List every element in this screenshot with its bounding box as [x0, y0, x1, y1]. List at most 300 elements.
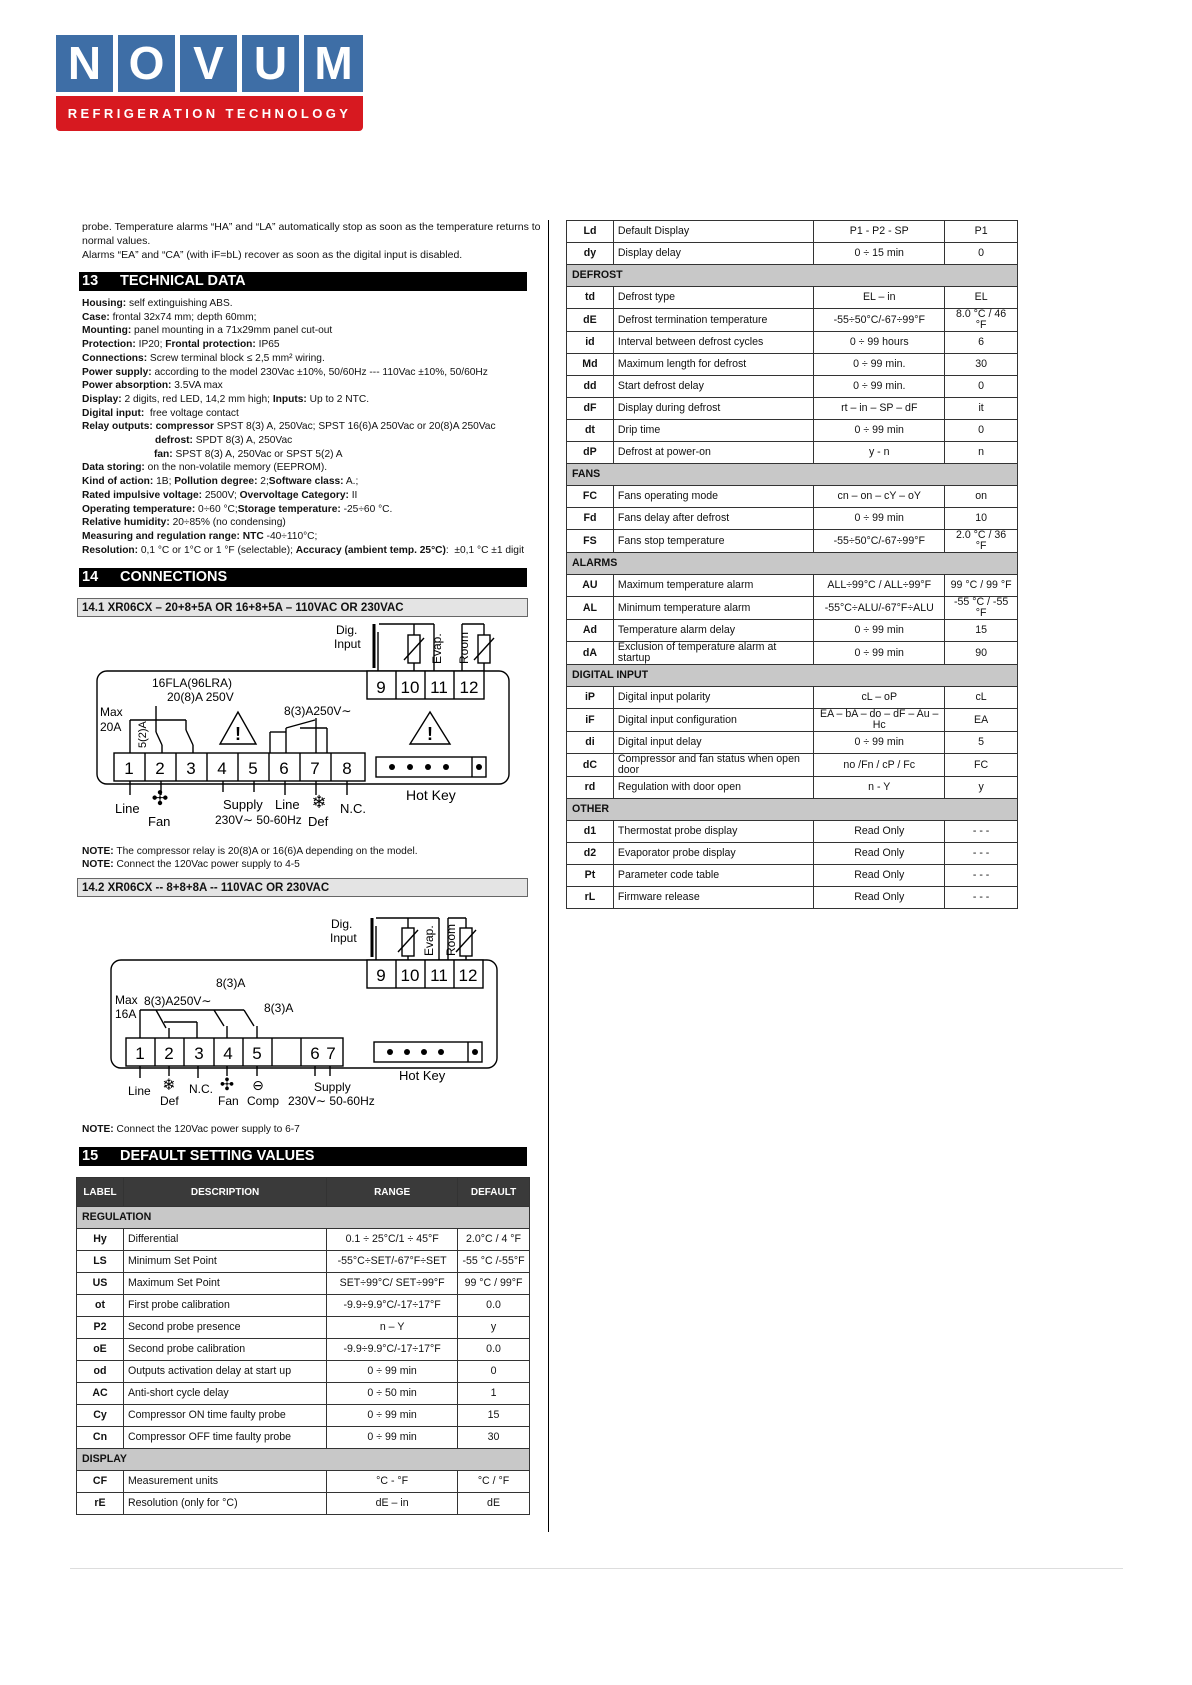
param-range: EL – in: [814, 287, 945, 309]
param-label: dE: [567, 309, 614, 332]
fan-icon: ✣: [151, 788, 169, 810]
param-label: rL: [567, 887, 614, 909]
spec-value: -40÷110°C;: [263, 530, 318, 542]
param-range: -55°C÷ALU/-67°F÷ALU: [814, 597, 945, 620]
terminal-number: 5: [252, 1044, 262, 1063]
param-default: -55 °C / -55 °F: [945, 597, 1018, 620]
param-range: 0 ÷ 99 min: [814, 508, 945, 530]
max-current: Max: [100, 705, 123, 719]
group-title: FANS: [567, 464, 1018, 486]
param-range: cn – on – cY – oY: [814, 486, 945, 508]
terminal-number: 9: [376, 966, 386, 985]
terminal-number: 5: [248, 759, 258, 778]
param-description: Compressor OFF time faulty probe: [123, 1427, 326, 1449]
table-row: [77, 1493, 530, 1515]
table-row: [567, 754, 1018, 777]
tech-spec-line: [82, 338, 280, 351]
table-group-row: [567, 665, 1018, 687]
tech-spec-line: [82, 297, 233, 310]
spec-key: Relative humidity:: [82, 517, 170, 529]
param-default: - - -: [945, 865, 1018, 887]
param-range: 0 ÷ 50 min: [327, 1383, 458, 1405]
spec-key: Connections:: [82, 352, 148, 364]
param-description: Measurement units: [123, 1471, 326, 1493]
table-row: [567, 887, 1018, 909]
label-hot-key: Hot Key: [406, 787, 456, 803]
terminal-number: 6: [310, 1044, 320, 1063]
terminal-number: 10: [400, 678, 420, 697]
param-label: dF: [567, 398, 614, 420]
spec-key: Housing:: [82, 298, 127, 309]
spec-key: Pollution degree:: [174, 476, 258, 488]
spec-value: 0÷60 °C;: [195, 503, 238, 515]
param-range: 0 ÷ 99 min.: [814, 376, 945, 398]
spec-key: Mounting:: [82, 325, 132, 337]
compressor-icon: ⊖: [252, 1077, 264, 1093]
param-range: 0.1 ÷ 25°C/1 ÷ 45°F: [327, 1229, 458, 1251]
label-nc: N.C.: [189, 1082, 213, 1096]
param-default: EA: [945, 709, 1018, 732]
label-line: Line: [115, 801, 140, 816]
param-label: Md: [567, 354, 614, 376]
tech-spec-line: [82, 366, 488, 379]
table-group-row: [567, 799, 1018, 821]
table-row: [77, 1471, 530, 1493]
spec-key: Digital input:: [82, 407, 145, 419]
param-description: Second probe presence: [123, 1317, 326, 1339]
section-number: 14: [82, 569, 99, 585]
tech-spec-line: [82, 461, 327, 474]
label-fan: Fan: [148, 814, 171, 829]
param-label: CF: [77, 1471, 124, 1493]
terminal-number: 12: [459, 678, 479, 697]
spec-value: 2;: [257, 476, 269, 488]
note-text: Connect the 120Vac power supply to 6-7: [113, 1124, 300, 1135]
spec-value: according to the model 230Vac ±10%, 50/60Hz --- 110Vac ±10%, 50/60Hz: [151, 366, 488, 378]
spec-value: free voltage contact: [144, 407, 239, 419]
param-label: US: [77, 1273, 124, 1295]
table-row: [567, 332, 1018, 354]
dig-input-label: Input: [330, 931, 357, 945]
table-row: [77, 1273, 530, 1295]
tech-spec-line: [82, 324, 332, 337]
label-supply-spec: 230V∼ 50-60Hz: [288, 1094, 375, 1108]
relay-rating: 20(8)A 250V: [167, 690, 234, 704]
spec-key: Display:: [82, 393, 122, 405]
table-group-row: [567, 265, 1018, 287]
spec-key: Software class:: [268, 476, 344, 488]
param-description: Fans stop temperature: [613, 530, 813, 553]
label-hot-key: Hot Key: [399, 1068, 446, 1083]
param-label: Pt: [567, 865, 614, 887]
param-range: 0 ÷ 99 min: [814, 420, 945, 442]
param-default: -55 °C /-55°F: [458, 1251, 530, 1273]
terminal-number: 8: [342, 759, 352, 778]
param-label: oE: [77, 1339, 124, 1361]
param-range: n - Y: [814, 777, 945, 799]
param-label: LS: [77, 1251, 124, 1273]
param-description: Digital input polarity: [613, 687, 813, 709]
param-default: dE: [458, 1493, 530, 1515]
intro-line: normal values.: [82, 235, 151, 247]
tech-spec-line: [155, 434, 292, 447]
label-line: Line: [128, 1084, 151, 1098]
table-row: [77, 1383, 530, 1405]
label-supply: Supply: [223, 797, 263, 812]
group-title: REGULATION: [77, 1207, 530, 1229]
table-row: [567, 821, 1018, 843]
spec-value: Up to 2 NTC.: [306, 393, 370, 405]
spec-value: 3.5VA max: [171, 380, 223, 392]
param-default: 0: [945, 420, 1018, 442]
section-heading-technical-data: [79, 272, 527, 291]
param-label: Cn: [77, 1427, 124, 1449]
relay-rating: 8(3)A250V∼: [144, 994, 212, 1008]
param-range: EA – bA – do – dF – Au – Hc: [814, 709, 945, 732]
section-title: DEFAULT SETTING VALUES: [120, 1148, 315, 1164]
param-range: 0 ÷ 99 min: [814, 732, 945, 754]
param-label: td: [567, 287, 614, 309]
param-range: 0 ÷ 99 min: [327, 1427, 458, 1449]
param-default: 5: [945, 732, 1018, 754]
table-row: [567, 508, 1018, 530]
subsection-heading-14-1: 14.1 XR06CX – 20+8+5A OR 16+8+5A – 110VAC OR 230VAC: [77, 598, 528, 617]
cert-rating: 16FLA(96LRA): [152, 676, 233, 690]
spec-key: Frontal protection:: [165, 339, 256, 351]
terminal-number: 11: [430, 966, 448, 985]
param-range: Read Only: [814, 887, 945, 909]
param-range: 0 ÷ 99 min.: [814, 354, 945, 376]
table-row: [567, 287, 1018, 309]
spec-key: Accuracy (ambient temp. 25°C): [295, 544, 446, 556]
param-label: d2: [567, 843, 614, 865]
param-description: Digital input configuration: [613, 709, 813, 732]
param-range: n – Y: [327, 1317, 458, 1339]
param-description: Outputs activation delay at start up: [123, 1361, 326, 1383]
label-fan: Fan: [218, 1094, 239, 1108]
defrost-rating: 8(3)A250V∼: [284, 704, 352, 718]
param-range: y - n: [814, 442, 945, 464]
terminal-number: 6: [279, 759, 289, 778]
table-row: [567, 221, 1018, 243]
spec-value: 20÷85% (no condensing): [169, 517, 286, 529]
logo-letter: U: [242, 35, 299, 92]
terminal-number: 2: [155, 759, 165, 778]
tech-spec-line: [82, 530, 317, 543]
table-group-row: [567, 464, 1018, 486]
table-row: [77, 1251, 530, 1273]
spec-key: Case:: [82, 311, 110, 323]
param-description: Maximum length for defrost: [613, 354, 813, 376]
param-range: Read Only: [814, 843, 945, 865]
param-default: y: [945, 777, 1018, 799]
param-default: 2.0 °C / 36 °F: [945, 530, 1018, 553]
spec-key: Storage temperature:: [237, 503, 341, 515]
section-number: 13: [82, 273, 99, 289]
param-label: dC: [567, 754, 614, 777]
tech-spec-line: [82, 379, 223, 392]
group-title: OTHER: [567, 799, 1018, 821]
section-heading-connections: [79, 568, 527, 587]
intro-line: Alarms “EA” and “CA” (with iF=bL) recover as soon as the digital input is disabled.: [82, 249, 463, 261]
param-range: -55÷50°C/-67÷99°F: [814, 309, 945, 332]
probe-label-room: Room: [444, 923, 458, 956]
param-range: ALL÷99°C / ALL÷99°F: [814, 575, 945, 597]
param-label: AU: [567, 575, 614, 597]
param-label: FC: [567, 486, 614, 508]
spec-value: -25÷60 °C.: [340, 503, 393, 515]
label-def: Def: [160, 1094, 179, 1108]
param-range: Read Only: [814, 865, 945, 887]
spec-key: Rated impulsive voltage:: [82, 489, 203, 501]
wiring-diagram-2: [104, 910, 504, 1115]
section-title: CONNECTIONS: [120, 569, 228, 585]
param-default: n: [945, 442, 1018, 464]
param-description: Fans delay after defrost: [613, 508, 813, 530]
group-title: DISPLAY: [77, 1449, 530, 1471]
table-row: [567, 243, 1018, 265]
param-label: AL: [567, 597, 614, 620]
probe-label-evap: Evap.: [422, 925, 436, 956]
relay-rating: 8(3)A: [216, 976, 246, 990]
spec-key: NTC: [242, 530, 264, 542]
fan-rating: 5(2)A: [137, 721, 149, 748]
param-label: Hy: [77, 1229, 124, 1251]
param-label: rE: [77, 1493, 124, 1515]
table-row: [567, 442, 1018, 464]
param-default: it: [945, 398, 1018, 420]
tech-spec-line: [82, 311, 256, 324]
param-default: 0: [945, 376, 1018, 398]
tech-spec-line: [82, 420, 496, 433]
spec-key: Resolution:: [82, 544, 139, 556]
param-label: id: [567, 332, 614, 354]
terminal-number: 11: [430, 678, 448, 697]
param-range: 0 ÷ 99 min: [814, 620, 945, 642]
tech-spec-line: [82, 544, 524, 557]
param-label: dP: [567, 442, 614, 464]
param-description: Second probe calibration: [123, 1339, 326, 1361]
param-description: Display delay: [613, 243, 813, 265]
snowflake-icon: ❄: [162, 1077, 176, 1094]
param-label: rd: [567, 777, 614, 799]
param-default: - - -: [945, 887, 1018, 909]
param-range: no /Fn / cP / Fc: [814, 754, 945, 777]
param-description: Maximum temperature alarm: [613, 575, 813, 597]
param-label: Fd: [567, 508, 614, 530]
param-default: FC: [945, 754, 1018, 777]
param-default: 30: [945, 354, 1018, 376]
param-label: AC: [77, 1383, 124, 1405]
probe-label-evap: Evap.: [430, 633, 444, 664]
table-header-row: [77, 1178, 530, 1207]
param-default: 99 °C / 99°F: [458, 1273, 530, 1295]
terminal-number: 1: [135, 1044, 145, 1063]
param-range: dE – in: [327, 1493, 458, 1515]
param-description: Exclusion of temperature alarm at startup: [613, 642, 813, 665]
table-group-row: [77, 1449, 530, 1471]
param-default: 30: [458, 1427, 530, 1449]
tech-spec-line: [82, 475, 358, 488]
note-label: NOTE:: [82, 1124, 114, 1135]
group-title: ALARMS: [567, 553, 1018, 575]
dig-input-label: Input: [334, 637, 361, 651]
tech-spec-line: [82, 503, 392, 516]
param-default: 0: [458, 1361, 530, 1383]
terminal-number: 2: [164, 1044, 174, 1063]
table-row: [77, 1427, 530, 1449]
logo-letter: V: [180, 35, 237, 92]
tech-spec-line: [82, 352, 325, 365]
param-label: Cy: [77, 1405, 124, 1427]
spec-key: Data storing:: [82, 462, 145, 474]
svg-text:!: !: [235, 724, 241, 744]
param-description: Regulation with door open: [613, 777, 813, 799]
max-current: 16A: [115, 1007, 137, 1021]
terminal-number: 4: [223, 1044, 233, 1063]
spec-value: 2500V;: [202, 489, 240, 501]
param-description: Defrost termination temperature: [613, 309, 813, 332]
table-row: [567, 732, 1018, 754]
param-default: EL: [945, 287, 1018, 309]
param-label: dy: [567, 243, 614, 265]
param-description: Firmware release: [613, 887, 813, 909]
novum-logo: [56, 35, 363, 131]
param-description: Minimum Set Point: [123, 1251, 326, 1273]
label-def: Def: [308, 814, 329, 829]
spec-value: SPST 8(3) A, 250Vac or SPST 5(2) A: [172, 448, 343, 460]
note-text: Connect the 120Vac power supply to 4-5: [113, 859, 300, 870]
param-description: Fans operating mode: [613, 486, 813, 508]
table-row: [77, 1229, 530, 1251]
tech-spec-line: [82, 407, 239, 420]
spec-value: A.;: [343, 476, 359, 488]
param-default: 15: [458, 1405, 530, 1427]
param-label: FS: [567, 530, 614, 553]
table-row: [567, 354, 1018, 376]
param-range: 0 ÷ 99 min: [814, 642, 945, 665]
spec-value: 1B;: [153, 476, 175, 488]
param-default: °C / °F: [458, 1471, 530, 1493]
param-description: Temperature alarm delay: [613, 620, 813, 642]
dig-input-label: Dig.: [336, 623, 358, 637]
param-label: dA: [567, 642, 614, 665]
spec-value: self extinguishing ABS.: [126, 298, 233, 309]
param-description: Maximum Set Point: [123, 1273, 326, 1295]
tech-spec-line: [82, 516, 286, 529]
param-range: -9.9÷9.9°C/-17÷17°F: [327, 1295, 458, 1317]
param-default: 0.0: [458, 1295, 530, 1317]
param-default: cL: [945, 687, 1018, 709]
logo-letter: N: [56, 35, 113, 92]
param-default: - - -: [945, 821, 1018, 843]
table-row: [567, 642, 1018, 665]
param-label: Ld: [567, 221, 614, 243]
max-current: Max: [115, 993, 138, 1007]
param-description: Parameter code table: [613, 865, 813, 887]
table-row: [567, 865, 1018, 887]
section-heading-default-settings: [79, 1147, 527, 1166]
param-range: 0 ÷ 99 min: [327, 1361, 458, 1383]
table-row: [77, 1317, 530, 1339]
spec-value: frontal 32x74 mm; depth 60mm;: [109, 311, 257, 323]
table-row: [567, 777, 1018, 799]
table-row: [567, 420, 1018, 442]
note-line: [82, 846, 418, 857]
spec-value: panel mounting in a 71x29mm panel cut-out: [131, 325, 333, 337]
param-description: Compressor ON time faulty probe: [123, 1405, 326, 1427]
spec-key: defrost:: [155, 435, 193, 446]
spec-value: SPDT 8(3) A, 250Vac: [192, 435, 293, 446]
param-description: Interval between defrost cycles: [613, 332, 813, 354]
terminal-number: 9: [376, 678, 386, 697]
note-text: The compressor relay is 20(8)A or 16(6)A depending on the model.: [113, 846, 418, 857]
note-line: [82, 859, 300, 870]
logo-letter: O: [118, 35, 175, 92]
spec-value: : ±0,1 °C ±1 digit: [445, 544, 525, 556]
param-label: di: [567, 732, 614, 754]
terminal-number: 3: [194, 1044, 204, 1063]
table-group-row: [567, 553, 1018, 575]
spec-key: Measuring and regulation range:: [82, 530, 240, 542]
table-row: [567, 309, 1018, 332]
col-header-range: RANGE: [327, 1178, 458, 1207]
label-nc: N.C.: [340, 801, 366, 816]
spec-key: Inputs:: [272, 393, 307, 405]
param-label: d1: [567, 821, 614, 843]
spec-value: SPST 8(3) A, 250Vac; SPST 16(6)A 250Vac or 20(8)A 250Vac: [213, 421, 496, 433]
param-range: -55°C÷SET/-67°F÷SET: [327, 1251, 458, 1273]
terminal-number: 1: [124, 759, 134, 778]
spec-value: II: [348, 489, 358, 501]
logo-tagline: REFRIGERATION TECHNOLOGY: [56, 96, 363, 131]
dig-input-label: Dig.: [331, 917, 353, 931]
param-range: Read Only: [814, 821, 945, 843]
probe-label-room: Room: [457, 631, 471, 664]
logo-letter: M: [304, 35, 363, 92]
param-description: Defrost at power-on: [613, 442, 813, 464]
param-range: rt – in – SP – dF: [814, 398, 945, 420]
table-row: [567, 597, 1018, 620]
spec-value: IP65: [255, 339, 280, 351]
col-header-label: LABEL: [77, 1178, 124, 1207]
table-row: [567, 709, 1018, 732]
param-default: P1: [945, 221, 1018, 243]
spec-value: 2 digits, red LED, 14,2 mm high;: [121, 393, 273, 405]
param-range: cL – oP: [814, 687, 945, 709]
section-title: TECHNICAL DATA: [120, 273, 246, 289]
param-range: -9.9÷9.9°C/-17÷17°F: [327, 1339, 458, 1361]
svg-text:!: !: [427, 724, 433, 744]
param-range: 0 ÷ 99 hours: [814, 332, 945, 354]
column-divider: [548, 220, 549, 1532]
tech-spec-line: [154, 448, 343, 461]
terminal-number: 3: [186, 759, 196, 778]
param-description: Drip time: [613, 420, 813, 442]
wiring-diagram-1: [90, 620, 520, 835]
param-default: - - -: [945, 843, 1018, 865]
tech-spec-line: [82, 489, 357, 502]
label-line: Line: [275, 797, 300, 812]
spec-key: compressor: [155, 421, 214, 433]
subsection-heading-14-2: 14.2 XR06CX -- 8+8+8A -- 110VAC OR 230VAC: [77, 878, 528, 897]
relay-rating: 8(3)A: [264, 1001, 294, 1015]
table-group-row: [77, 1207, 530, 1229]
param-range: SET÷99°C/ SET÷99°F: [327, 1273, 458, 1295]
spec-key: Protection:: [82, 339, 136, 351]
param-description: Anti-short cycle delay: [123, 1383, 326, 1405]
spec-value: IP20;: [135, 339, 166, 351]
